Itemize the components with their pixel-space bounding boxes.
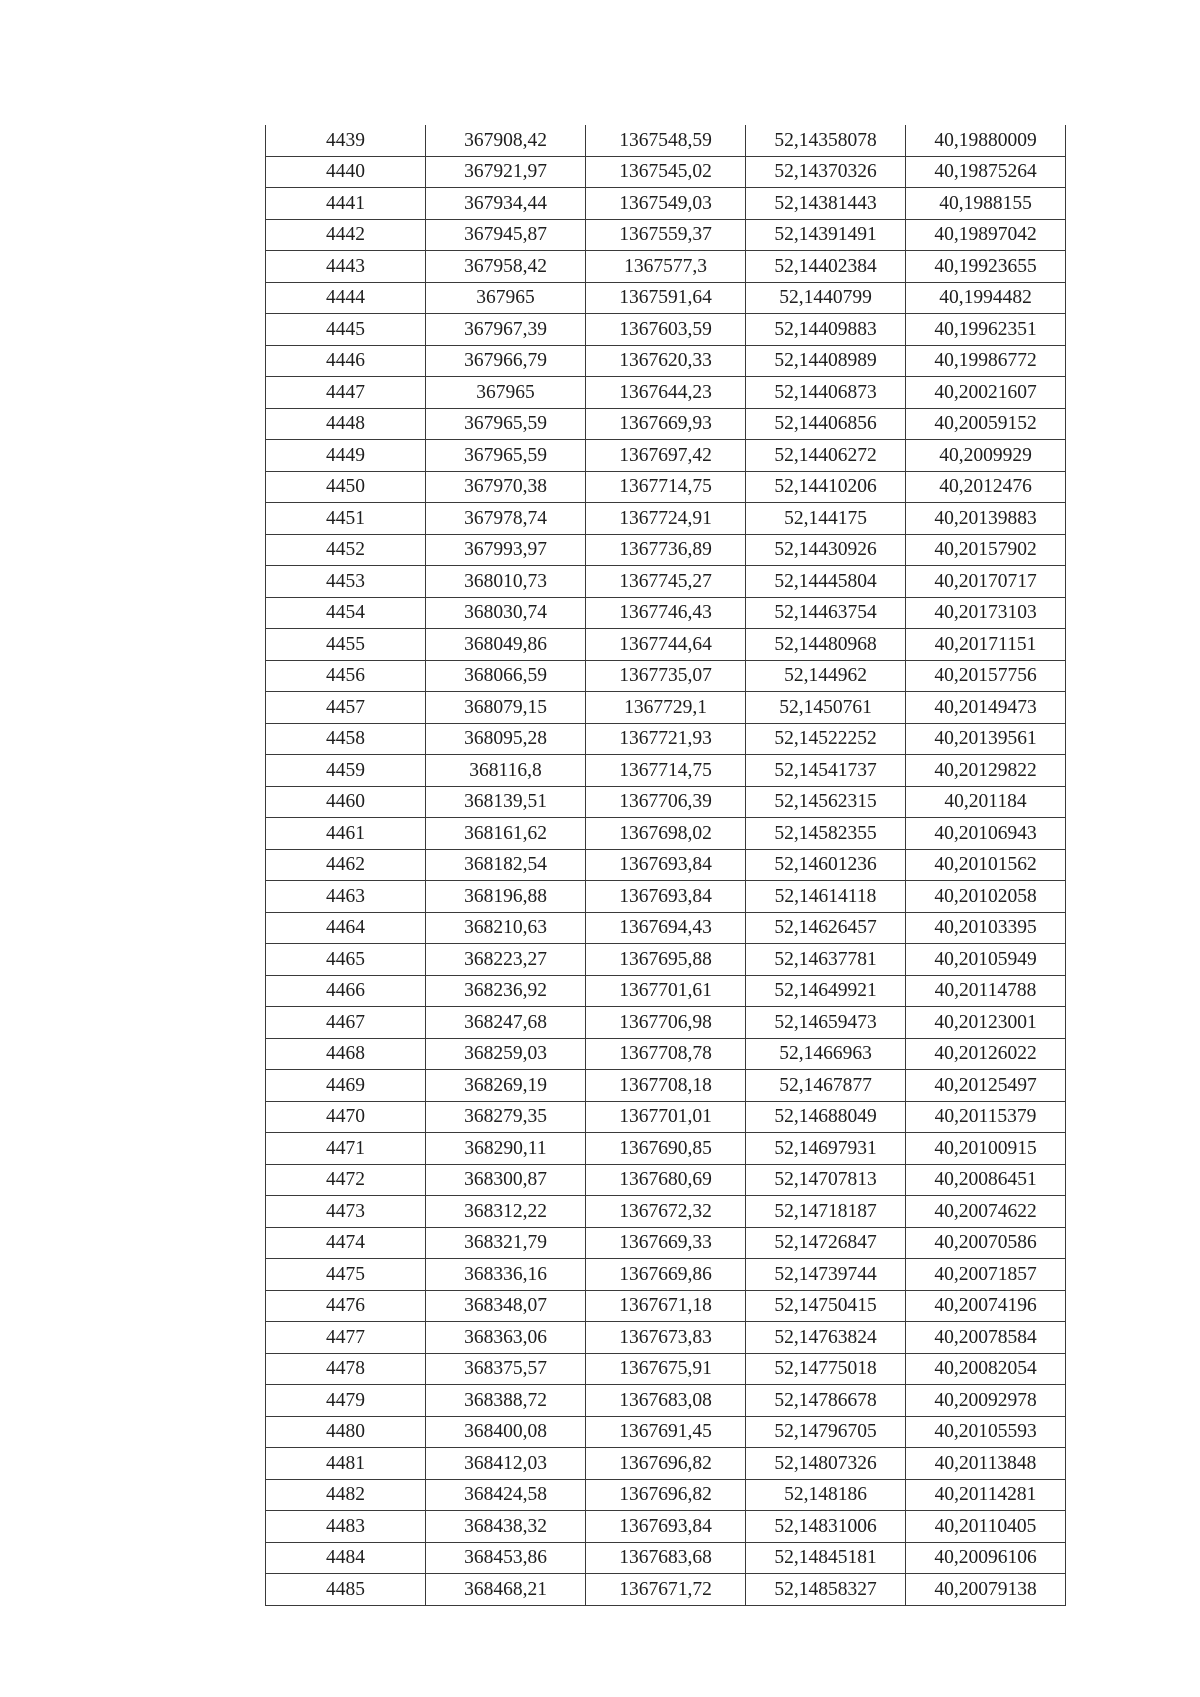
x-coordinate-cell: 368424,58 [426, 1479, 586, 1511]
y-coordinate-cell: 1367745,27 [586, 566, 746, 598]
y-coordinate-cell: 1367746,43 [586, 597, 746, 629]
table-row [266, 1259, 1066, 1291]
table-row [266, 471, 1066, 503]
table-row [266, 1448, 1066, 1480]
x-coordinate-cell: 368030,74 [426, 597, 586, 629]
longitude-cell: 40,19986772 [906, 345, 1066, 377]
table-row [266, 1385, 1066, 1417]
point-number-cell: 4464 [266, 912, 426, 944]
table-row [266, 440, 1066, 472]
latitude-cell: 52,14402384 [746, 251, 906, 283]
point-number-cell: 4449 [266, 440, 426, 472]
table-row [266, 597, 1066, 629]
table-row [266, 629, 1066, 661]
y-coordinate-cell: 1367683,08 [586, 1385, 746, 1417]
point-number-cell: 4476 [266, 1290, 426, 1322]
x-coordinate-cell: 368223,27 [426, 944, 586, 976]
latitude-cell: 52,14649921 [746, 975, 906, 1007]
table-row [266, 219, 1066, 251]
longitude-cell: 40,1994482 [906, 282, 1066, 314]
latitude-cell: 52,14522252 [746, 723, 906, 755]
table-row [266, 1227, 1066, 1259]
longitude-cell: 40,20079138 [906, 1574, 1066, 1606]
y-coordinate-cell: 1367701,61 [586, 975, 746, 1007]
longitude-cell: 40,20114281 [906, 1479, 1066, 1511]
longitude-cell: 40,20102058 [906, 881, 1066, 913]
y-coordinate-cell: 1367683,68 [586, 1542, 746, 1574]
longitude-cell: 40,19897042 [906, 219, 1066, 251]
longitude-cell: 40,19880009 [906, 125, 1066, 156]
longitude-cell: 40,20103395 [906, 912, 1066, 944]
x-coordinate-cell: 368259,03 [426, 1038, 586, 1070]
y-coordinate-cell: 1367680,69 [586, 1164, 746, 1196]
y-coordinate-cell: 1367694,43 [586, 912, 746, 944]
table-row [266, 818, 1066, 850]
x-coordinate-cell: 367921,97 [426, 156, 586, 188]
latitude-cell: 52,14409883 [746, 314, 906, 346]
y-coordinate-cell: 1367691,45 [586, 1416, 746, 1448]
x-coordinate-cell: 368336,16 [426, 1259, 586, 1291]
longitude-cell: 40,19923655 [906, 251, 1066, 283]
longitude-cell: 40,20110405 [906, 1511, 1066, 1543]
longitude-cell: 40,20105949 [906, 944, 1066, 976]
point-number-cell: 4466 [266, 975, 426, 1007]
latitude-cell: 52,14637781 [746, 944, 906, 976]
longitude-cell: 40,20170717 [906, 566, 1066, 598]
latitude-cell: 52,14845181 [746, 1542, 906, 1574]
latitude-cell: 52,14406873 [746, 377, 906, 409]
x-coordinate-cell: 368290,11 [426, 1133, 586, 1165]
latitude-cell: 52,14391491 [746, 219, 906, 251]
x-coordinate-cell: 368049,86 [426, 629, 586, 661]
longitude-cell: 40,20071857 [906, 1259, 1066, 1291]
point-number-cell: 4460 [266, 786, 426, 818]
longitude-cell: 40,20086451 [906, 1164, 1066, 1196]
longitude-cell: 40,20101562 [906, 849, 1066, 881]
longitude-cell: 40,20096106 [906, 1542, 1066, 1574]
y-coordinate-cell: 1367693,84 [586, 849, 746, 881]
latitude-cell: 52,1467877 [746, 1070, 906, 1102]
latitude-cell: 52,14831006 [746, 1511, 906, 1543]
latitude-cell: 52,14445804 [746, 566, 906, 598]
latitude-cell: 52,14659473 [746, 1007, 906, 1039]
point-number-cell: 4468 [266, 1038, 426, 1070]
latitude-cell: 52,14688049 [746, 1101, 906, 1133]
table-row [266, 314, 1066, 346]
x-coordinate-cell: 368139,51 [426, 786, 586, 818]
longitude-cell: 40,20129822 [906, 755, 1066, 787]
x-coordinate-cell: 368269,19 [426, 1070, 586, 1102]
latitude-cell: 52,14541737 [746, 755, 906, 787]
point-number-cell: 4461 [266, 818, 426, 850]
coordinates-table-body [266, 125, 1066, 1605]
longitude-cell: 40,2012476 [906, 471, 1066, 503]
point-number-cell: 4456 [266, 660, 426, 692]
y-coordinate-cell: 1367675,91 [586, 1353, 746, 1385]
point-number-cell: 4458 [266, 723, 426, 755]
x-coordinate-cell: 368388,72 [426, 1385, 586, 1417]
x-coordinate-cell: 368363,06 [426, 1322, 586, 1354]
y-coordinate-cell: 1367708,78 [586, 1038, 746, 1070]
table-row [266, 1133, 1066, 1165]
x-coordinate-cell: 368079,15 [426, 692, 586, 724]
longitude-cell: 40,20157902 [906, 534, 1066, 566]
x-coordinate-cell: 368182,54 [426, 849, 586, 881]
table-row [266, 125, 1066, 156]
latitude-cell: 52,14406272 [746, 440, 906, 472]
y-coordinate-cell: 1367559,37 [586, 219, 746, 251]
point-number-cell: 4440 [266, 156, 426, 188]
longitude-cell: 40,20113848 [906, 1448, 1066, 1480]
longitude-cell: 40,20070586 [906, 1227, 1066, 1259]
x-coordinate-cell: 367965 [426, 377, 586, 409]
table-row [266, 1511, 1066, 1543]
table-row [266, 377, 1066, 409]
point-number-cell: 4473 [266, 1196, 426, 1228]
longitude-cell: 40,19962351 [906, 314, 1066, 346]
table-row [266, 692, 1066, 724]
table-row [266, 1574, 1066, 1606]
y-coordinate-cell: 1367672,32 [586, 1196, 746, 1228]
table-row [266, 1416, 1066, 1448]
y-coordinate-cell: 1367729,1 [586, 692, 746, 724]
latitude-cell: 52,14763824 [746, 1322, 906, 1354]
y-coordinate-cell: 1367671,72 [586, 1574, 746, 1606]
table-row [266, 975, 1066, 1007]
point-number-cell: 4463 [266, 881, 426, 913]
x-coordinate-cell: 368321,79 [426, 1227, 586, 1259]
longitude-cell: 40,20139883 [906, 503, 1066, 535]
latitude-cell: 52,14381443 [746, 188, 906, 220]
latitude-cell: 52,14601236 [746, 849, 906, 881]
point-number-cell: 4481 [266, 1448, 426, 1480]
latitude-cell: 52,144175 [746, 503, 906, 535]
point-number-cell: 4453 [266, 566, 426, 598]
y-coordinate-cell: 1367708,18 [586, 1070, 746, 1102]
longitude-cell: 40,20021607 [906, 377, 1066, 409]
latitude-cell: 52,14430926 [746, 534, 906, 566]
point-number-cell: 4447 [266, 377, 426, 409]
x-coordinate-cell: 368300,87 [426, 1164, 586, 1196]
longitude-cell: 40,20173103 [906, 597, 1066, 629]
x-coordinate-cell: 367965,59 [426, 440, 586, 472]
point-number-cell: 4455 [266, 629, 426, 661]
longitude-cell: 40,20123001 [906, 1007, 1066, 1039]
longitude-cell: 40,20100915 [906, 1133, 1066, 1165]
x-coordinate-cell: 367965,59 [426, 408, 586, 440]
y-coordinate-cell: 1367706,39 [586, 786, 746, 818]
point-number-cell: 4462 [266, 849, 426, 881]
point-number-cell: 4446 [266, 345, 426, 377]
point-number-cell: 4442 [266, 219, 426, 251]
longitude-cell: 40,20074622 [906, 1196, 1066, 1228]
table-row [266, 723, 1066, 755]
y-coordinate-cell: 1367669,86 [586, 1259, 746, 1291]
point-number-cell: 4480 [266, 1416, 426, 1448]
x-coordinate-cell: 368196,88 [426, 881, 586, 913]
latitude-cell: 52,14562315 [746, 786, 906, 818]
y-coordinate-cell: 1367669,93 [586, 408, 746, 440]
table-row [266, 1290, 1066, 1322]
latitude-cell: 52,14614118 [746, 881, 906, 913]
x-coordinate-cell: 367945,87 [426, 219, 586, 251]
latitude-cell: 52,14739744 [746, 1259, 906, 1291]
point-number-cell: 4465 [266, 944, 426, 976]
longitude-cell: 40,19875264 [906, 156, 1066, 188]
table-row [266, 849, 1066, 881]
latitude-cell: 52,14358078 [746, 125, 906, 156]
y-coordinate-cell: 1367721,93 [586, 723, 746, 755]
latitude-cell: 52,1450761 [746, 692, 906, 724]
latitude-cell: 52,14718187 [746, 1196, 906, 1228]
table-row [266, 408, 1066, 440]
table-row [266, 1101, 1066, 1133]
x-coordinate-cell: 368438,32 [426, 1511, 586, 1543]
table-row [266, 1038, 1066, 1070]
x-coordinate-cell: 367967,39 [426, 314, 586, 346]
y-coordinate-cell: 1367671,18 [586, 1290, 746, 1322]
x-coordinate-cell: 368010,73 [426, 566, 586, 598]
point-number-cell: 4459 [266, 755, 426, 787]
table-row [266, 660, 1066, 692]
y-coordinate-cell: 1367735,07 [586, 660, 746, 692]
y-coordinate-cell: 1367549,03 [586, 188, 746, 220]
point-number-cell: 4484 [266, 1542, 426, 1574]
table-row [266, 755, 1066, 787]
y-coordinate-cell: 1367697,42 [586, 440, 746, 472]
x-coordinate-cell: 368095,28 [426, 723, 586, 755]
table-row [266, 1164, 1066, 1196]
longitude-cell: 40,20126022 [906, 1038, 1066, 1070]
table-row [266, 345, 1066, 377]
point-number-cell: 4482 [266, 1479, 426, 1511]
table-row [266, 1322, 1066, 1354]
longitude-cell: 40,20078584 [906, 1322, 1066, 1354]
x-coordinate-cell: 368348,07 [426, 1290, 586, 1322]
table-row [266, 188, 1066, 220]
x-coordinate-cell: 368400,08 [426, 1416, 586, 1448]
latitude-cell: 52,14480968 [746, 629, 906, 661]
x-coordinate-cell: 367934,44 [426, 188, 586, 220]
coordinates-table [265, 125, 1066, 1606]
point-number-cell: 4479 [266, 1385, 426, 1417]
x-coordinate-cell: 367965 [426, 282, 586, 314]
longitude-cell: 40,20157756 [906, 660, 1066, 692]
longitude-cell: 40,20114788 [906, 975, 1066, 1007]
y-coordinate-cell: 1367690,85 [586, 1133, 746, 1165]
latitude-cell: 52,14370326 [746, 156, 906, 188]
point-number-cell: 4477 [266, 1322, 426, 1354]
y-coordinate-cell: 1367603,59 [586, 314, 746, 346]
latitude-cell: 52,14463754 [746, 597, 906, 629]
latitude-cell: 52,14807326 [746, 1448, 906, 1480]
longitude-cell: 40,20105593 [906, 1416, 1066, 1448]
longitude-cell: 40,20106943 [906, 818, 1066, 850]
point-number-cell: 4478 [266, 1353, 426, 1385]
x-coordinate-cell: 367958,42 [426, 251, 586, 283]
point-number-cell: 4472 [266, 1164, 426, 1196]
latitude-cell: 52,14775018 [746, 1353, 906, 1385]
latitude-cell: 52,14406856 [746, 408, 906, 440]
x-coordinate-cell: 367970,38 [426, 471, 586, 503]
point-number-cell: 4475 [266, 1259, 426, 1291]
longitude-cell: 40,201184 [906, 786, 1066, 818]
y-coordinate-cell: 1367698,02 [586, 818, 746, 850]
point-number-cell: 4483 [266, 1511, 426, 1543]
x-coordinate-cell: 368375,57 [426, 1353, 586, 1385]
x-coordinate-cell: 368116,8 [426, 755, 586, 787]
y-coordinate-cell: 1367736,89 [586, 534, 746, 566]
x-coordinate-cell: 367978,74 [426, 503, 586, 535]
y-coordinate-cell: 1367669,33 [586, 1227, 746, 1259]
longitude-cell: 40,20092978 [906, 1385, 1066, 1417]
y-coordinate-cell: 1367696,82 [586, 1479, 746, 1511]
latitude-cell: 52,148186 [746, 1479, 906, 1511]
point-number-cell: 4470 [266, 1101, 426, 1133]
y-coordinate-cell: 1367548,59 [586, 125, 746, 156]
x-coordinate-cell: 368247,68 [426, 1007, 586, 1039]
y-coordinate-cell: 1367644,23 [586, 377, 746, 409]
y-coordinate-cell: 1367724,91 [586, 503, 746, 535]
latitude-cell: 52,14410206 [746, 471, 906, 503]
longitude-cell: 40,20149473 [906, 692, 1066, 724]
x-coordinate-cell: 367966,79 [426, 345, 586, 377]
y-coordinate-cell: 1367577,3 [586, 251, 746, 283]
y-coordinate-cell: 1367620,33 [586, 345, 746, 377]
x-coordinate-cell: 368161,62 [426, 818, 586, 850]
point-number-cell: 4445 [266, 314, 426, 346]
latitude-cell: 52,14408989 [746, 345, 906, 377]
point-number-cell: 4452 [266, 534, 426, 566]
x-coordinate-cell: 368312,22 [426, 1196, 586, 1228]
point-number-cell: 4441 [266, 188, 426, 220]
point-number-cell: 4467 [266, 1007, 426, 1039]
y-coordinate-cell: 1367701,01 [586, 1101, 746, 1133]
table-row [266, 881, 1066, 913]
x-coordinate-cell: 368066,59 [426, 660, 586, 692]
table-row [266, 1070, 1066, 1102]
x-coordinate-cell: 368279,35 [426, 1101, 586, 1133]
x-coordinate-cell: 368210,63 [426, 912, 586, 944]
y-coordinate-cell: 1367744,64 [586, 629, 746, 661]
point-number-cell: 4471 [266, 1133, 426, 1165]
longitude-cell: 40,20082054 [906, 1353, 1066, 1385]
x-coordinate-cell: 368468,21 [426, 1574, 586, 1606]
y-coordinate-cell: 1367693,84 [586, 881, 746, 913]
table-row [266, 534, 1066, 566]
y-coordinate-cell: 1367714,75 [586, 471, 746, 503]
longitude-cell: 40,20139561 [906, 723, 1066, 755]
latitude-cell: 52,14697931 [746, 1133, 906, 1165]
latitude-cell: 52,14726847 [746, 1227, 906, 1259]
latitude-cell: 52,14796705 [746, 1416, 906, 1448]
latitude-cell: 52,14626457 [746, 912, 906, 944]
table-row [266, 1196, 1066, 1228]
x-coordinate-cell: 367908,42 [426, 125, 586, 156]
point-number-cell: 4448 [266, 408, 426, 440]
y-coordinate-cell: 1367696,82 [586, 1448, 746, 1480]
table-row [266, 566, 1066, 598]
point-number-cell: 4439 [266, 125, 426, 156]
y-coordinate-cell: 1367706,98 [586, 1007, 746, 1039]
point-number-cell: 4451 [266, 503, 426, 535]
y-coordinate-cell: 1367693,84 [586, 1511, 746, 1543]
y-coordinate-cell: 1367695,88 [586, 944, 746, 976]
longitude-cell: 40,2009929 [906, 440, 1066, 472]
table-row [266, 1007, 1066, 1039]
point-number-cell: 4469 [266, 1070, 426, 1102]
point-number-cell: 4443 [266, 251, 426, 283]
table-row [266, 1353, 1066, 1385]
y-coordinate-cell: 1367545,02 [586, 156, 746, 188]
latitude-cell: 52,14858327 [746, 1574, 906, 1606]
latitude-cell: 52,14786678 [746, 1385, 906, 1417]
point-number-cell: 4454 [266, 597, 426, 629]
table-row [266, 156, 1066, 188]
longitude-cell: 40,20171151 [906, 629, 1066, 661]
latitude-cell: 52,14707813 [746, 1164, 906, 1196]
table-row [266, 282, 1066, 314]
y-coordinate-cell: 1367591,64 [586, 282, 746, 314]
table-row [266, 251, 1066, 283]
table-row [266, 1479, 1066, 1511]
y-coordinate-cell: 1367673,83 [586, 1322, 746, 1354]
point-number-cell: 4457 [266, 692, 426, 724]
x-coordinate-cell: 367993,97 [426, 534, 586, 566]
table-row [266, 1542, 1066, 1574]
latitude-cell: 52,14750415 [746, 1290, 906, 1322]
longitude-cell: 40,1988155 [906, 188, 1066, 220]
longitude-cell: 40,20059152 [906, 408, 1066, 440]
longitude-cell: 40,20125497 [906, 1070, 1066, 1102]
x-coordinate-cell: 368236,92 [426, 975, 586, 1007]
x-coordinate-cell: 368453,86 [426, 1542, 586, 1574]
latitude-cell: 52,144962 [746, 660, 906, 692]
x-coordinate-cell: 368412,03 [426, 1448, 586, 1480]
table-row [266, 912, 1066, 944]
table-row [266, 786, 1066, 818]
point-number-cell: 4474 [266, 1227, 426, 1259]
point-number-cell: 4450 [266, 471, 426, 503]
longitude-cell: 40,20115379 [906, 1101, 1066, 1133]
longitude-cell: 40,20074196 [906, 1290, 1066, 1322]
latitude-cell: 52,1440799 [746, 282, 906, 314]
point-number-cell: 4485 [266, 1574, 426, 1606]
y-coordinate-cell: 1367714,75 [586, 755, 746, 787]
latitude-cell: 52,1466963 [746, 1038, 906, 1070]
table-row [266, 944, 1066, 976]
latitude-cell: 52,14582355 [746, 818, 906, 850]
point-number-cell: 4444 [266, 282, 426, 314]
table-row [266, 503, 1066, 535]
